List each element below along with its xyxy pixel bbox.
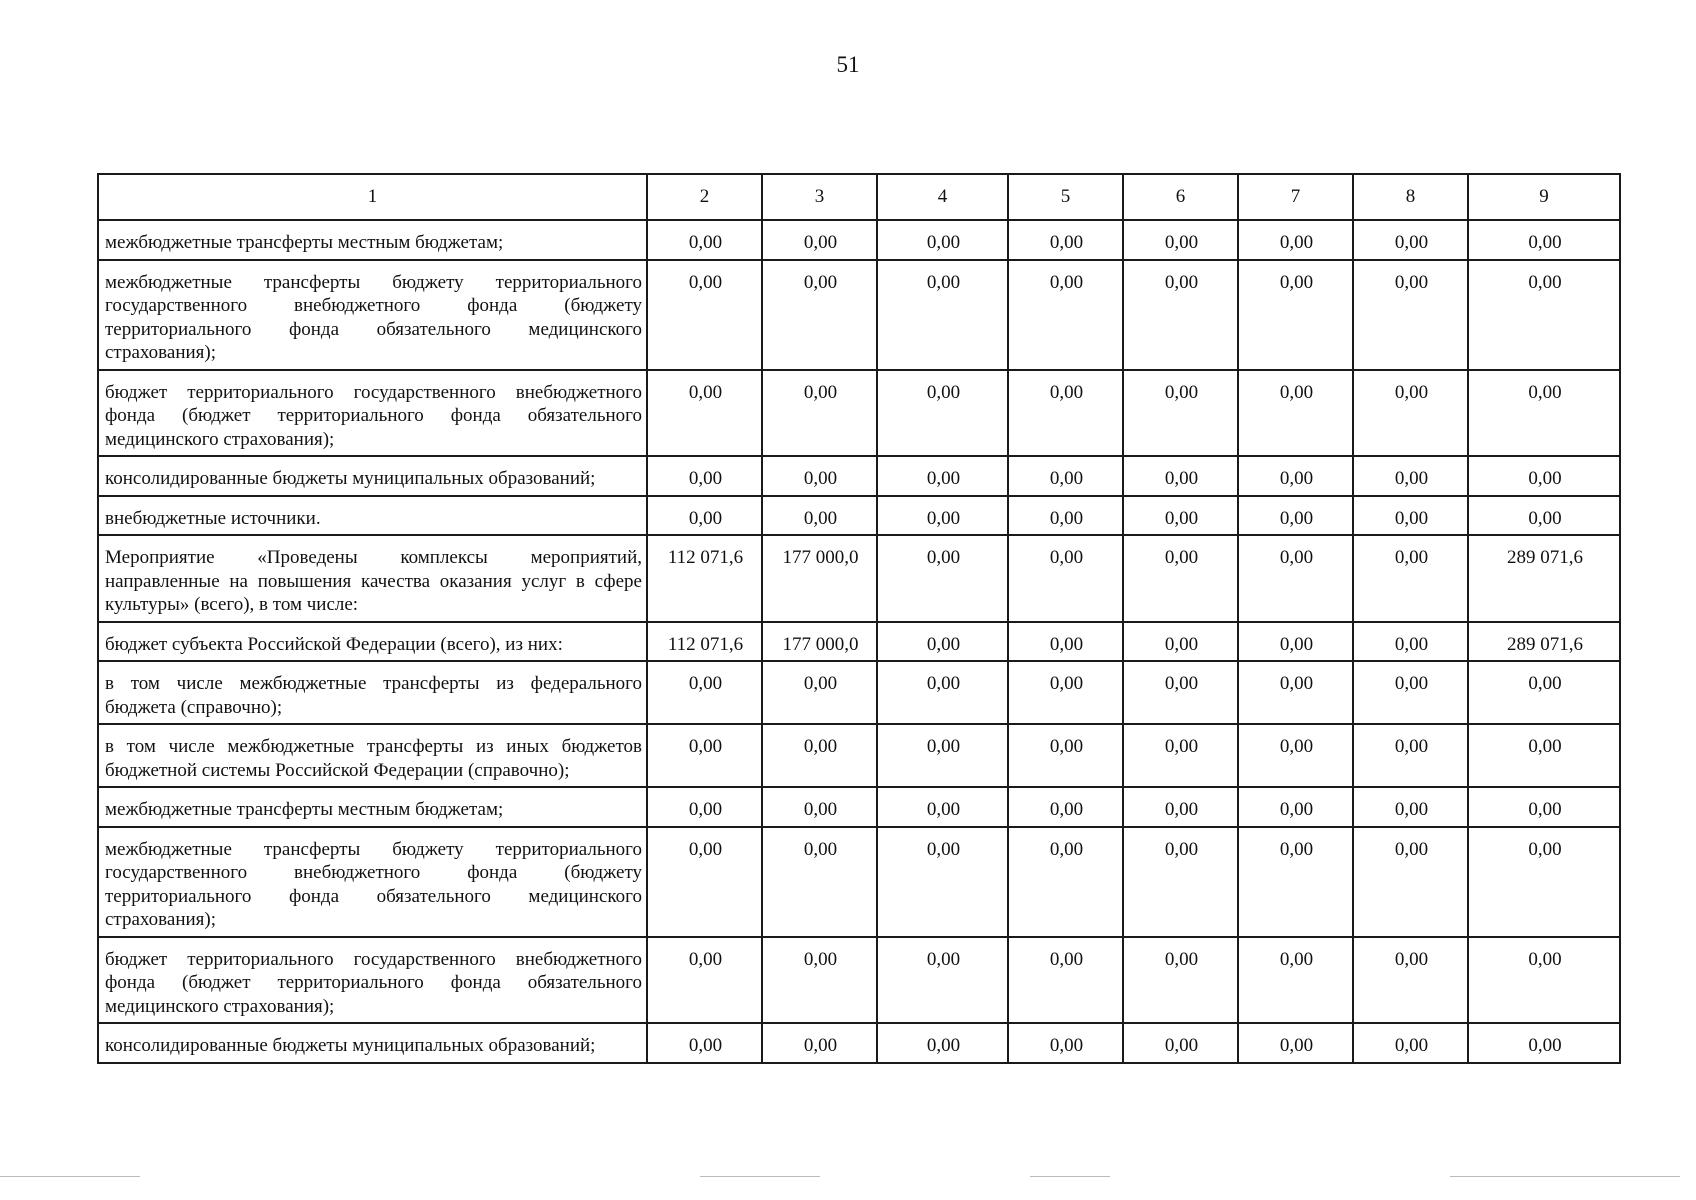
row-label: в том числе межбюджетные трансферты из федерального бюджета (справочно);: [98, 661, 647, 724]
cell-value: 0,00: [1123, 535, 1238, 622]
cell-value: 0,00: [1468, 827, 1620, 937]
cell-value: 177 000,0: [762, 622, 877, 662]
cell-value: 0,00: [1123, 370, 1238, 457]
cell-value: 0,00: [1008, 622, 1123, 662]
cell-value: 0,00: [877, 937, 1008, 1024]
table-row: [98, 622, 1620, 662]
cell-value: 0,00: [1123, 496, 1238, 536]
column-header-9: 9: [1468, 174, 1620, 220]
cell-value: 0,00: [762, 496, 877, 536]
cell-value: 0,00: [1353, 260, 1468, 370]
cell-value: 0,00: [762, 220, 877, 260]
table-body: [98, 220, 1620, 1063]
header-row: [98, 174, 1620, 220]
cell-value: 0,00: [1468, 496, 1620, 536]
cell-value: 112 071,6: [647, 622, 762, 662]
table-row: [98, 260, 1620, 370]
cell-value: 0,00: [1238, 787, 1353, 827]
column-header-6: 6: [1123, 174, 1238, 220]
cell-value: 0,00: [877, 1023, 1008, 1063]
cell-value: 0,00: [1123, 661, 1238, 724]
row-label: Мероприятие «Проведены комплексы мероприятий, направленные на повышения качества оказания услуг в сфере культуры» (всего), в том числе:: [98, 535, 647, 622]
table-row: [98, 496, 1620, 536]
cell-value: 0,00: [1008, 260, 1123, 370]
row-label: межбюджетные трансферты бюджету территориального государственного внебюджетного фонда (бюджету территориального фонда обязательного медицинского страхования);: [98, 260, 647, 370]
cell-value: 0,00: [647, 937, 762, 1024]
cell-value: 0,00: [1468, 1023, 1620, 1063]
cell-value: 0,00: [877, 827, 1008, 937]
scan-artifact-line: [1450, 1176, 1680, 1177]
table-row: [98, 370, 1620, 457]
table-row: [98, 787, 1620, 827]
cell-value: 0,00: [1238, 724, 1353, 787]
cell-value: 0,00: [1123, 937, 1238, 1024]
cell-value: 0,00: [1468, 724, 1620, 787]
row-label: консолидированные бюджеты муниципальных образований;: [98, 456, 647, 496]
cell-value: 0,00: [877, 456, 1008, 496]
table-row: [98, 827, 1620, 937]
cell-value: 0,00: [762, 370, 877, 457]
column-header-7: 7: [1238, 174, 1353, 220]
page-number: 51: [836, 52, 860, 77]
cell-value: 0,00: [1353, 622, 1468, 662]
cell-value: 0,00: [1123, 827, 1238, 937]
cell-value: 0,00: [1353, 724, 1468, 787]
cell-value: 0,00: [1353, 535, 1468, 622]
cell-value: 0,00: [762, 260, 877, 370]
cell-value: 0,00: [1468, 456, 1620, 496]
row-label: бюджет территориального государственного внебюджетного фонда (бюджет территориального фонда обязательного медицинского страхования);: [98, 937, 647, 1024]
cell-value: 0,00: [877, 724, 1008, 787]
cell-value: 0,00: [762, 827, 877, 937]
cell-value: 0,00: [1238, 456, 1353, 496]
table-row: [98, 220, 1620, 260]
cell-value: 0,00: [647, 724, 762, 787]
cell-value: 0,00: [1008, 1023, 1123, 1063]
cell-value: 0,00: [1008, 370, 1123, 457]
cell-value: 0,00: [1238, 622, 1353, 662]
cell-value: 0,00: [1353, 496, 1468, 536]
cell-value: 0,00: [1468, 937, 1620, 1024]
cell-value: 0,00: [1353, 220, 1468, 260]
cell-value: 0,00: [1123, 1023, 1238, 1063]
cell-value: 0,00: [647, 456, 762, 496]
cell-value: 0,00: [1123, 724, 1238, 787]
cell-value: 177 000,0: [762, 535, 877, 622]
cell-value: 0,00: [1238, 496, 1353, 536]
cell-value: 0,00: [1238, 370, 1353, 457]
cell-value: 0,00: [647, 220, 762, 260]
cell-value: 0,00: [762, 456, 877, 496]
row-label: в том числе межбюджетные трансферты из иных бюджетов бюджетной системы Российской Федерации (справочно);: [98, 724, 647, 787]
cell-value: 0,00: [1123, 622, 1238, 662]
cell-value: 0,00: [1238, 661, 1353, 724]
cell-value: 0,00: [1353, 370, 1468, 457]
cell-value: 0,00: [762, 787, 877, 827]
row-label: консолидированные бюджеты муниципальных образований;: [98, 1023, 647, 1063]
cell-value: 0,00: [1123, 787, 1238, 827]
cell-value: 0,00: [762, 1023, 877, 1063]
cell-value: 0,00: [1353, 661, 1468, 724]
cell-value: 0,00: [1008, 787, 1123, 827]
table-row: [98, 724, 1620, 787]
budget-table: [97, 173, 1621, 1064]
column-header-8: 8: [1353, 174, 1468, 220]
table-row: [98, 661, 1620, 724]
cell-value: 0,00: [1353, 1023, 1468, 1063]
cell-value: 0,00: [647, 661, 762, 724]
cell-value: 0,00: [1468, 370, 1620, 457]
cell-value: 0,00: [1008, 220, 1123, 260]
cell-value: 0,00: [877, 260, 1008, 370]
cell-value: 0,00: [877, 787, 1008, 827]
cell-value: 0,00: [1008, 456, 1123, 496]
cell-value: 0,00: [1353, 456, 1468, 496]
scan-artifact-line: [0, 1176, 140, 1177]
scan-artifact-line: [1030, 1176, 1110, 1177]
cell-value: 0,00: [1008, 535, 1123, 622]
cell-value: 0,00: [1238, 827, 1353, 937]
row-label: внебюджетные источники.: [98, 496, 647, 536]
cell-value: 0,00: [647, 827, 762, 937]
column-header-5: 5: [1008, 174, 1123, 220]
cell-value: 0,00: [1353, 937, 1468, 1024]
cell-value: 0,00: [1008, 827, 1123, 937]
cell-value: 0,00: [762, 661, 877, 724]
scan-artifact-line: [700, 1176, 820, 1177]
table-row: [98, 937, 1620, 1024]
cell-value: 0,00: [1008, 724, 1123, 787]
cell-value: 289 071,6: [1468, 535, 1620, 622]
cell-value: 0,00: [1468, 661, 1620, 724]
cell-value: 0,00: [877, 370, 1008, 457]
column-header-3: 3: [762, 174, 877, 220]
table-row: [98, 1023, 1620, 1063]
table-row: [98, 456, 1620, 496]
cell-value: 0,00: [877, 661, 1008, 724]
cell-value: 0,00: [877, 535, 1008, 622]
cell-value: 0,00: [647, 1023, 762, 1063]
row-label: межбюджетные трансферты местным бюджетам;: [98, 220, 647, 260]
column-header-1: 1: [98, 174, 647, 220]
cell-value: 0,00: [762, 724, 877, 787]
cell-value: 289 071,6: [1468, 622, 1620, 662]
cell-value: 0,00: [1238, 220, 1353, 260]
cell-value: 0,00: [1123, 260, 1238, 370]
cell-value: 0,00: [762, 937, 877, 1024]
cell-value: 0,00: [647, 496, 762, 536]
column-header-4: 4: [877, 174, 1008, 220]
cell-value: 0,00: [1353, 787, 1468, 827]
cell-value: 0,00: [1123, 456, 1238, 496]
cell-value: 0,00: [877, 496, 1008, 536]
cell-value: 0,00: [1238, 937, 1353, 1024]
row-label: межбюджетные трансферты местным бюджетам;: [98, 787, 647, 827]
table-row: [98, 535, 1620, 622]
cell-value: 0,00: [1468, 220, 1620, 260]
row-label: бюджет территориального государственного внебюджетного фонда (бюджет территориального фонда обязательного медицинского страхования);: [98, 370, 647, 457]
cell-value: 0,00: [1238, 260, 1353, 370]
cell-value: 0,00: [1123, 220, 1238, 260]
cell-value: 0,00: [1008, 496, 1123, 536]
cell-value: 0,00: [1238, 1023, 1353, 1063]
cell-value: 112 071,6: [647, 535, 762, 622]
cell-value: 0,00: [647, 260, 762, 370]
cell-value: 0,00: [877, 622, 1008, 662]
cell-value: 0,00: [877, 220, 1008, 260]
cell-value: 0,00: [1008, 661, 1123, 724]
row-label: бюджет субъекта Российской Федерации (всего), из них:: [98, 622, 647, 662]
cell-value: 0,00: [1353, 827, 1468, 937]
column-header-2: 2: [647, 174, 762, 220]
cell-value: 0,00: [647, 787, 762, 827]
cell-value: 0,00: [1468, 260, 1620, 370]
cell-value: 0,00: [1008, 937, 1123, 1024]
cell-value: 0,00: [647, 370, 762, 457]
cell-value: 0,00: [1238, 535, 1353, 622]
row-label: межбюджетные трансферты бюджету территориального государственного внебюджетного фонда (бюджету территориального фонда обязательного медицинского страхования);: [98, 827, 647, 937]
cell-value: 0,00: [1468, 787, 1620, 827]
